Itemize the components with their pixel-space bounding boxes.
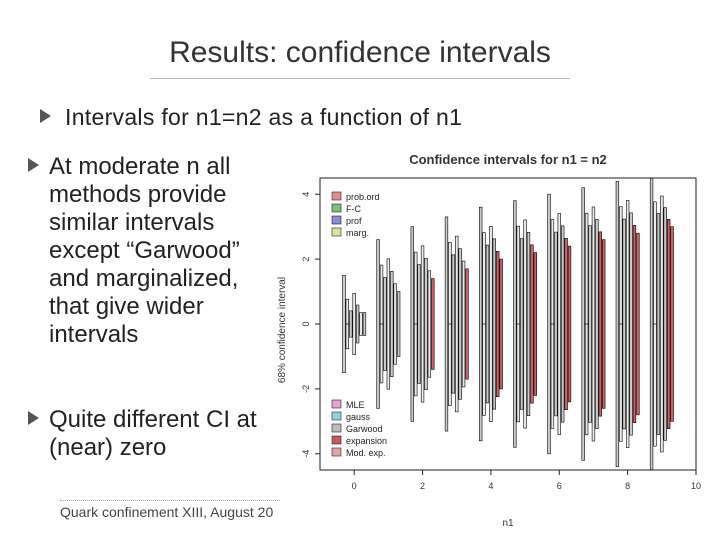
interval-bar [561, 226, 564, 422]
y-tick-label: -4 [301, 449, 311, 458]
expansion-interval-bar [431, 279, 434, 370]
expansion-interval-bar [602, 240, 605, 409]
interval-bar [548, 194, 551, 454]
interval-bar [428, 271, 431, 377]
interval-bar [397, 292, 400, 357]
chart-title: Confidence intervals for n1 = n2 [409, 152, 607, 167]
legend-swatch [332, 448, 341, 456]
expansion-interval-bar [466, 269, 469, 379]
interval-group [548, 194, 571, 454]
interval-bar [589, 226, 592, 423]
expansion-interval-bar [671, 227, 674, 422]
legend-label: Mod. exp. [346, 448, 386, 458]
interval-bar [520, 239, 523, 410]
interval-bar [384, 278, 387, 371]
interval-bar [616, 181, 619, 467]
interval-bar [421, 246, 424, 402]
interval-bar [394, 284, 397, 364]
expansion-interval-bar [633, 225, 636, 422]
expansion-interval-bar [568, 246, 571, 402]
legend-swatch [332, 424, 341, 432]
interval-bar [360, 313, 363, 336]
x-tick-label: 0 [351, 481, 357, 491]
legend-label: gauss [346, 412, 371, 422]
interval-bar [459, 249, 462, 400]
expansion-interval-bar [637, 233, 640, 415]
interval-bar [462, 261, 465, 387]
interval-bar [592, 207, 595, 441]
interval-group [445, 217, 468, 431]
legend-swatch [332, 412, 341, 420]
legend-swatch [332, 228, 341, 236]
interval-bar [493, 239, 496, 409]
interval-bar [554, 232, 557, 416]
expansion-interval-bar [534, 253, 537, 396]
interval-bar [363, 313, 366, 336]
interval-group [650, 178, 673, 470]
bullet-arrow-icon [40, 109, 51, 123]
subheading-text: Intervals for n1=n2 as a function of n1 [65, 104, 463, 130]
interval-group [616, 181, 639, 467]
interval-bar [596, 219, 599, 428]
interval-bar [425, 258, 428, 389]
interval-bar [455, 236, 458, 412]
x-tick-label: 10 [690, 481, 702, 491]
legend-swatch [332, 192, 341, 200]
bullet-item [28, 153, 268, 349]
bullet-arrow-icon [28, 158, 39, 172]
legend-label: prof [346, 216, 362, 226]
legend-swatch [332, 204, 341, 212]
y-tick-label: -2 [301, 384, 311, 393]
legend-bottom [332, 400, 387, 458]
x-tick-label: 4 [488, 481, 494, 491]
interval-bar [356, 305, 359, 343]
interval-bar [411, 227, 414, 422]
legend-label: MLE [346, 400, 365, 410]
interval-bar [527, 232, 530, 415]
expansion-interval-bar [667, 219, 670, 428]
footer-text: Quark confinement XIII, August 20 [60, 504, 274, 520]
legend-label: Garwood [346, 424, 383, 434]
interval-bar [630, 213, 633, 435]
bullet-item [28, 406, 268, 462]
interval-bar [390, 271, 393, 376]
interval-bar [657, 214, 660, 435]
bullet-text: At moderate n all methods provide similar intervals except “Garwood” and marginalized, that give wider intervals [49, 153, 240, 348]
interval-bar [479, 207, 482, 441]
legend-swatch [332, 216, 341, 224]
expansion-interval-bar [565, 238, 568, 409]
x-tick-label: 2 [420, 481, 426, 491]
legend-label: F-C [346, 204, 361, 214]
slide-title: Results: confidence intervals [169, 36, 551, 69]
legend-swatch [332, 436, 341, 444]
interval-group [513, 201, 536, 448]
title-divider [150, 78, 570, 79]
interval-bar [524, 220, 527, 428]
legend-top [332, 192, 380, 238]
interval-bar [349, 311, 352, 337]
x-tick-label: 8 [625, 481, 631, 491]
legend-label: marg. [346, 228, 370, 238]
interval-bar [377, 240, 380, 409]
legend-label: expansion [346, 436, 388, 446]
interval-bar [445, 217, 448, 431]
interval-group [582, 188, 605, 461]
interval-group [343, 275, 366, 372]
expansion-interval-bar [531, 245, 534, 403]
y-tick-label: 0 [301, 321, 311, 327]
y-axis-label: 68% confidence interval [277, 276, 288, 384]
interval-bar [343, 275, 346, 372]
interval-bar [387, 259, 390, 389]
bullet-text: Quite different CI at (near) zero [49, 406, 257, 461]
y-tick-label: 4 [301, 191, 311, 197]
bullet-arrow-icon [28, 411, 39, 425]
footer-divider [60, 500, 280, 501]
subheading-row [40, 104, 462, 131]
expansion-interval-bar [500, 259, 503, 389]
legend-label: prob.ord [346, 192, 380, 202]
interval-bar [626, 200, 629, 447]
y-tick-label: 2 [301, 256, 311, 262]
interval-group [479, 207, 502, 441]
expansion-interval-bar [599, 232, 602, 416]
interval-bar [452, 255, 455, 393]
interval-group [411, 227, 434, 422]
interval-group [377, 240, 400, 409]
interval-bar [486, 245, 489, 403]
legend-swatch [332, 400, 341, 408]
interval-bar [353, 293, 356, 354]
interval-bar [660, 196, 663, 452]
interval-bar [418, 265, 421, 384]
interval-bar [558, 213, 561, 434]
interval-bar [513, 201, 516, 448]
interval-bar [490, 226, 493, 421]
x-tick-label: 6 [556, 481, 562, 491]
x-axis-label: n1 [502, 518, 514, 529]
confidence-interval-chart [250, 140, 700, 530]
interval-bar [650, 178, 653, 470]
interval-bar [582, 188, 585, 461]
interval-bar [664, 208, 667, 441]
expansion-interval-bar [496, 251, 499, 396]
interval-bar [623, 219, 626, 429]
